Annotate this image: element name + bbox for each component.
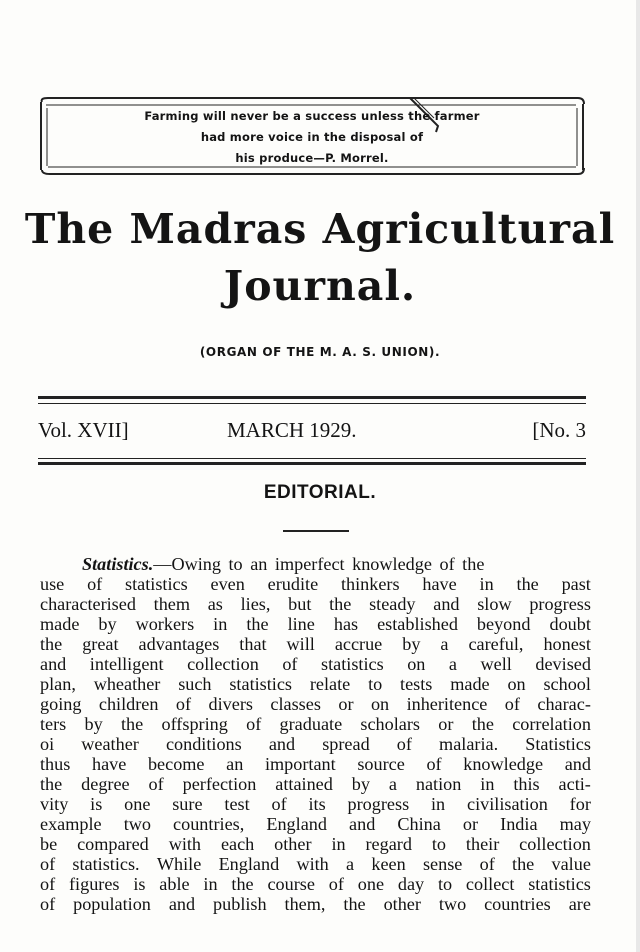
body-word: well bbox=[480, 654, 512, 674]
body-word: other bbox=[274, 834, 312, 854]
body-word: divers bbox=[208, 694, 253, 714]
issue-number: [No. 3 bbox=[532, 418, 586, 442]
body-word: China bbox=[397, 814, 441, 834]
body-word: made bbox=[450, 674, 490, 694]
body-word: careful, bbox=[468, 634, 524, 654]
issue-date: MARCH 1929. bbox=[227, 418, 357, 442]
body-word: England bbox=[218, 854, 280, 874]
body-word: one bbox=[124, 794, 151, 814]
body-word: a bbox=[440, 634, 449, 654]
body-word: honest bbox=[543, 634, 591, 654]
body-word: important bbox=[264, 754, 336, 774]
body-word: nation bbox=[415, 774, 462, 794]
body-word: India bbox=[500, 814, 538, 834]
body-word: figures bbox=[68, 874, 120, 894]
top-rule-thin bbox=[38, 403, 586, 404]
body-word: progress bbox=[347, 794, 410, 814]
body-line bbox=[40, 614, 591, 634]
body-word: progress bbox=[529, 594, 591, 614]
body-word: of bbox=[87, 574, 103, 594]
body-line bbox=[40, 714, 591, 734]
body-line-text: —Owing to an imperfect knowledge of the bbox=[153, 554, 485, 574]
body-word: of bbox=[426, 754, 442, 774]
body-word: of bbox=[40, 874, 56, 894]
body-line bbox=[40, 754, 591, 774]
body-word: and bbox=[268, 734, 296, 754]
body-word: of bbox=[479, 854, 495, 874]
body-word: statistics. bbox=[72, 854, 140, 874]
body-word: relate bbox=[309, 674, 351, 694]
body-word: statistics bbox=[125, 574, 188, 594]
body-word: is bbox=[90, 794, 103, 814]
body-word: its bbox=[308, 794, 326, 814]
body-word: of bbox=[504, 694, 520, 714]
body-word: one bbox=[357, 874, 385, 894]
body-word: of bbox=[328, 874, 344, 894]
body-word: lies, bbox=[240, 594, 271, 614]
body-word: children bbox=[98, 694, 159, 714]
body-word: has bbox=[333, 614, 359, 634]
body-word: become bbox=[147, 754, 205, 774]
volume-label: Vol. XVII] bbox=[38, 418, 129, 442]
body-word: by bbox=[402, 634, 421, 654]
body-word: going bbox=[40, 694, 82, 714]
body-word: England bbox=[266, 814, 327, 834]
body-word: in bbox=[431, 794, 446, 814]
body-word: civilisation bbox=[467, 794, 548, 814]
body-word: acti- bbox=[558, 774, 591, 794]
body-word: workers bbox=[135, 614, 195, 634]
body-word: the bbox=[516, 574, 539, 594]
body-line bbox=[40, 734, 591, 754]
body-word: weather bbox=[81, 734, 139, 754]
body-line bbox=[40, 654, 591, 674]
body-word: by bbox=[84, 714, 103, 734]
body-word: and bbox=[433, 594, 460, 614]
body-word: are bbox=[568, 894, 591, 914]
body-word: doubt bbox=[549, 614, 591, 634]
body-word: of bbox=[396, 734, 412, 754]
body-word: wheather bbox=[93, 674, 161, 694]
body-word: publish bbox=[213, 894, 267, 914]
body-word: be bbox=[40, 834, 58, 854]
body-word: line bbox=[287, 614, 315, 634]
body-word: degree bbox=[81, 774, 130, 794]
body-word: conditions bbox=[165, 734, 242, 754]
body-word: of bbox=[175, 694, 192, 714]
body-word: by bbox=[351, 774, 370, 794]
body-word: oi bbox=[40, 734, 55, 754]
body-word: intelligent bbox=[89, 654, 164, 674]
body-word: in bbox=[331, 834, 346, 854]
body-line bbox=[40, 674, 591, 694]
body-line bbox=[40, 834, 591, 854]
body-word: a bbox=[346, 854, 355, 874]
body-word: a bbox=[388, 774, 397, 794]
body-word: the bbox=[246, 614, 269, 634]
body-word: of bbox=[282, 654, 298, 674]
body-word: spread bbox=[322, 734, 370, 754]
body-line bbox=[40, 554, 591, 574]
body-word: or bbox=[462, 814, 479, 834]
body-word: but bbox=[288, 594, 312, 614]
body-word: in bbox=[480, 774, 495, 794]
body-word: statistics bbox=[321, 654, 384, 674]
body-word: them, bbox=[284, 894, 326, 914]
body-word: use bbox=[40, 574, 65, 594]
body-word: example bbox=[40, 814, 102, 834]
body-word: will bbox=[286, 634, 315, 654]
body-word: on bbox=[407, 654, 426, 674]
body-word: great bbox=[82, 634, 119, 654]
body-word: correlation bbox=[512, 714, 591, 734]
body-word: beyond bbox=[476, 614, 531, 634]
body-word: each bbox=[220, 834, 255, 854]
body-word: that bbox=[239, 634, 267, 654]
body-word: school bbox=[543, 674, 591, 694]
body-word: made bbox=[40, 614, 80, 634]
body-word: the bbox=[40, 774, 63, 794]
body-word: even bbox=[210, 574, 245, 594]
body-word: the bbox=[343, 894, 366, 914]
body-word: tests bbox=[400, 674, 433, 694]
body-word: thus bbox=[40, 754, 71, 774]
heading-divider bbox=[283, 530, 349, 532]
body-word: charac- bbox=[537, 694, 591, 714]
body-word: such bbox=[178, 674, 212, 694]
issue-info-row bbox=[38, 418, 586, 446]
body-line bbox=[40, 694, 591, 714]
body-word: two bbox=[123, 814, 151, 834]
body-word: malaria. bbox=[439, 734, 499, 754]
body-word: source bbox=[357, 754, 405, 774]
body-word: sense bbox=[422, 854, 463, 874]
body-word: ters bbox=[40, 714, 67, 734]
body-word: of bbox=[148, 774, 164, 794]
body-word: have bbox=[91, 754, 127, 774]
body-word: or bbox=[438, 714, 454, 734]
body-word: is bbox=[133, 874, 146, 894]
body-word: Statistics bbox=[525, 734, 591, 754]
body-word: on bbox=[370, 694, 390, 714]
body-word: the bbox=[231, 874, 254, 894]
journal-title-line1: The Madras Agricultural bbox=[24, 205, 616, 253]
body-word: compared bbox=[77, 834, 149, 854]
motto-line: his produce—P. Morrel. bbox=[235, 151, 389, 165]
body-word: the bbox=[329, 594, 352, 614]
body-word: or bbox=[338, 694, 354, 714]
body-word: devised bbox=[535, 654, 591, 674]
body-word: with bbox=[168, 834, 202, 854]
body-word: in bbox=[213, 614, 228, 634]
journal-title-line2: Journal. bbox=[223, 262, 417, 310]
lead-word: Statistics. bbox=[82, 554, 154, 574]
body-word: established bbox=[377, 614, 458, 634]
body-word: past bbox=[561, 574, 591, 594]
body-line bbox=[40, 854, 591, 874]
body-word: value bbox=[551, 854, 591, 874]
body-word: and bbox=[349, 814, 376, 834]
motto-text bbox=[38, 106, 586, 169]
body-word: thinkers bbox=[340, 574, 400, 594]
body-word: of bbox=[40, 854, 56, 874]
body-word: and bbox=[168, 894, 196, 914]
body-word: the bbox=[40, 634, 63, 654]
body-word: population bbox=[73, 894, 151, 914]
body-line bbox=[40, 594, 591, 614]
editorial-body bbox=[40, 554, 591, 914]
body-word: sure bbox=[172, 794, 203, 814]
body-word: keen bbox=[371, 854, 406, 874]
page-edge bbox=[636, 0, 640, 952]
body-word: have bbox=[422, 574, 457, 594]
body-word: graduate bbox=[279, 714, 343, 734]
body-word: to bbox=[368, 674, 383, 694]
body-word: able bbox=[159, 874, 190, 894]
body-word: collect bbox=[465, 874, 515, 894]
body-word: two bbox=[438, 894, 467, 914]
body-word: with bbox=[296, 854, 329, 874]
body-word: course bbox=[267, 874, 315, 894]
motto-line: Farming will never be a success unless the farmer bbox=[144, 109, 480, 123]
body-word: of bbox=[246, 714, 262, 734]
body-word: collection bbox=[519, 834, 591, 854]
body-word: erudite bbox=[267, 574, 319, 594]
body-word: in bbox=[203, 874, 218, 894]
motto-box bbox=[38, 96, 586, 176]
body-word: and bbox=[564, 754, 591, 774]
body-word: collection bbox=[187, 654, 259, 674]
body-word: inheritence bbox=[406, 694, 488, 714]
body-word: on bbox=[507, 674, 526, 694]
body-word: and bbox=[40, 654, 67, 674]
body-word: knowledge bbox=[463, 754, 544, 774]
body-line bbox=[40, 634, 591, 654]
body-word: plan, bbox=[40, 674, 76, 694]
body-word: test bbox=[224, 794, 250, 814]
motto-line: had more voice in the disposal of bbox=[200, 130, 424, 144]
body-line bbox=[40, 814, 591, 834]
body-word: in bbox=[479, 574, 494, 594]
body-word: vity bbox=[40, 794, 69, 814]
bottom-rule-thick bbox=[38, 462, 586, 465]
body-word: attained bbox=[275, 774, 333, 794]
body-line bbox=[40, 794, 591, 814]
body-word: regard bbox=[365, 834, 412, 854]
body-word: statistics bbox=[229, 674, 293, 694]
top-rule-thick bbox=[38, 396, 586, 399]
body-word: may bbox=[559, 814, 591, 834]
body-word: advantages bbox=[138, 634, 220, 654]
body-word: of bbox=[40, 894, 56, 914]
body-word: of bbox=[271, 794, 287, 814]
body-word: them bbox=[153, 594, 191, 614]
body-word: the bbox=[471, 714, 494, 734]
body-word: countries, bbox=[173, 814, 245, 834]
body-line bbox=[40, 574, 591, 594]
body-word: slow bbox=[477, 594, 512, 614]
body-word: by bbox=[98, 614, 117, 634]
body-word: perfection bbox=[182, 774, 257, 794]
body-word: a bbox=[448, 654, 457, 674]
body-word: steady bbox=[369, 594, 416, 614]
bottom-rule-thin bbox=[38, 458, 586, 459]
body-word: an bbox=[226, 754, 244, 774]
body-word: day bbox=[397, 874, 425, 894]
body-word: to bbox=[437, 874, 453, 894]
body-word: the bbox=[512, 854, 535, 874]
body-word: the bbox=[120, 714, 144, 734]
body-word: as bbox=[207, 594, 223, 614]
body-word: characterised bbox=[40, 594, 136, 614]
body-word: offspring bbox=[161, 714, 228, 734]
body-word: statistics bbox=[528, 874, 591, 894]
body-word: other bbox=[383, 894, 421, 914]
body-line bbox=[40, 774, 591, 794]
body-line bbox=[40, 874, 591, 894]
body-word: their bbox=[465, 834, 500, 854]
body-word: this bbox=[513, 774, 540, 794]
body-word: for bbox=[569, 794, 591, 814]
body-word: accrue bbox=[334, 634, 383, 654]
organ-subtitle: (ORGAN OF THE M. A. S. UNION). bbox=[199, 345, 441, 359]
body-word: While bbox=[156, 854, 202, 874]
body-word: classes bbox=[270, 694, 321, 714]
body-word: countries bbox=[484, 894, 551, 914]
editorial-heading: EDITORIAL. bbox=[263, 482, 377, 503]
body-word: to bbox=[431, 834, 447, 854]
body-word: scholars bbox=[360, 714, 421, 734]
body-line bbox=[40, 894, 591, 914]
